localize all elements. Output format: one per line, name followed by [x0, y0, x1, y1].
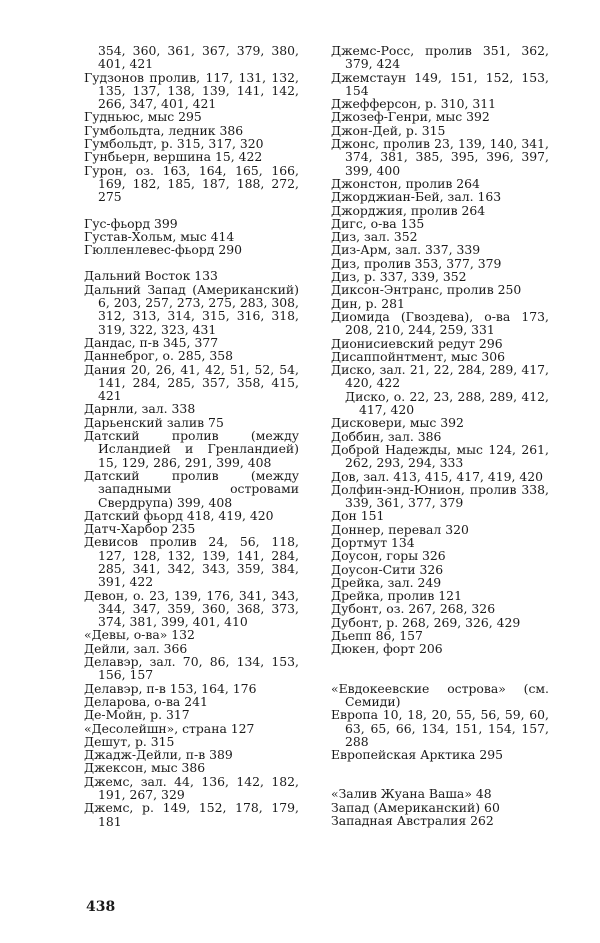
- index-column-left: [84, 44, 299, 828]
- index-entry: Дон 151: [331, 508, 385, 524]
- index-entry: Джефферсон, р. 310, 311: [331, 96, 496, 112]
- index-entry: Джемс, р. 149, 152, 178, 179, 181: [84, 800, 299, 829]
- index-entry: «Девы, о-ва» 132: [84, 627, 195, 643]
- index-entry: Доусон, горы 326: [331, 548, 446, 564]
- section-gap: [331, 656, 549, 669]
- index-entry: Гудзонов пролив, 117, 131, 132, 135, 137, 138, 139, 141, 142, 266, 347, 401, 421: [84, 69, 299, 112]
- index-entry: Датский фьорд 418, 419, 420: [84, 507, 274, 523]
- index-entry: Датский пролив (между западными островами Свердрупа) 399, 408: [84, 467, 299, 510]
- index-entry: Гюлленлевес-фьорд 290: [84, 242, 243, 258]
- index-entry: Дрейка, зал. 249: [331, 574, 442, 590]
- section-gap: [331, 669, 549, 682]
- index-entry: Диз-Арм, зал. 337, 339: [331, 242, 481, 258]
- index-entry: Дрейка, пролив 121: [331, 588, 462, 604]
- index-entry: Долфин-энд-Юнион, пролив 338, 339, 361, 377, 379: [331, 481, 549, 511]
- index-entry: Гурон, оз. 163, 164, 165, 166, 169, 182, 185, 187, 188, 272, 275: [84, 162, 299, 205]
- index-entry: Даннеброг, о. 285, 358: [84, 348, 234, 364]
- index-entry: Джон-Дей, р. 315: [331, 122, 446, 138]
- index-entry: Джонстон, пролив 264: [331, 175, 480, 191]
- index-entry: «Залив Жуана Ваша» 48: [331, 786, 492, 802]
- index-entry: Датский пролив (между Исландией и Гренландией) 15, 129, 286, 291, 399, 408: [84, 428, 299, 470]
- index-entry: Густав-Хольм, мыс 414: [84, 228, 235, 244]
- index-entry: Доусон-Сити 326: [331, 561, 444, 577]
- index-entry: Дандас, п-в 345, 377: [84, 334, 219, 350]
- index-entry: Джемс, зал. 44, 136, 142, 182, 191, 267, 329: [84, 773, 299, 803]
- index-entry: Дьепп 86, 157: [331, 628, 423, 644]
- index-entry: Дальний Восток 133: [84, 268, 218, 284]
- index-entry: Дисковери, мыс 392: [331, 415, 464, 431]
- section-gap: [331, 761, 549, 774]
- index-column-right: [331, 44, 549, 827]
- index-entry: Гунбьерн, вершина 15, 422: [84, 149, 263, 165]
- index-entry: Диско, зал. 21, 22, 284, 289, 417, 420, 422: [331, 362, 549, 391]
- index-entry: Дубонт, оз. 267, 268, 326: [331, 601, 496, 617]
- index-entry: Датч-Харбор 235: [84, 521, 196, 537]
- index-entry: Европа 10, 18, 20, 55, 56, 59, 60, 63, 65, 66, 134, 151, 154, 157, 288: [331, 707, 549, 749]
- index-entry: «Десолейшн», страна 127: [84, 720, 255, 736]
- index-entry: Дейли, зал. 366: [84, 640, 188, 656]
- index-entry: Дарьенский залив 75: [84, 414, 224, 430]
- index-entry: Западная Австралия 262: [331, 813, 494, 829]
- index-entry: Джексон, мыс 386: [84, 760, 206, 776]
- index-entry: Дубонт, р. 268, 269, 326, 429: [331, 614, 521, 630]
- index-entry: Делавэр, п-в 153, 164, 176: [84, 680, 257, 696]
- index-entry: Диско, о. 22, 23, 288, 289, 412, 417, 420: [345, 388, 549, 418]
- index-entry: 354, 360, 361, 367, 379, 380, 401, 421: [98, 43, 299, 72]
- index-entry: Джадж-Дейли, п-в 389: [84, 747, 233, 763]
- index-entry: Джозеф-Генри, мыс 392: [331, 109, 490, 125]
- index-entry: Диз, зал. 352: [331, 229, 418, 245]
- index-entry: Деларова, о-ва 241: [84, 693, 208, 709]
- index-entry: Диз, р. 337, 339, 352: [331, 269, 467, 285]
- index-entry: Дин, р. 281: [331, 295, 405, 311]
- index-entry: Доброй Надежды, мыс 124, 261, 262, 293, 294, 333: [331, 441, 549, 471]
- index-entry: Европейская Арктика 295: [331, 747, 503, 763]
- index-entry: Девисов пролив 24, 56, 118, 127, 128, 132, 139, 141, 284, 285, 341, 342, 343, 359, 384, 391, 422: [84, 534, 299, 590]
- index-entry: Гус-фьорд 399: [84, 215, 178, 231]
- index-entry: Запад (Американский) 60: [331, 799, 500, 815]
- index-entry: Доббин, зал. 386: [331, 428, 442, 444]
- index-entry: Гудньюс, мыс 295: [84, 109, 202, 125]
- index-entry: Доннер, перевал 320: [331, 521, 469, 537]
- index-entry: «Евдокеевские острова» (см. Семиди): [331, 680, 549, 709]
- index-entry: Гумбольдта, ледник 386: [84, 122, 244, 138]
- index-entry: Дания 20, 26, 41, 42, 51, 52, 54, 141, 284, 285, 357, 358, 415, 421: [84, 361, 299, 404]
- index-entry: Джорджия, пролив 264: [331, 202, 486, 218]
- index-entry: Джорджиан-Бей, зал. 163: [331, 189, 502, 205]
- index-entry: Дортмут 134: [331, 534, 415, 550]
- index-entry: Девон, о. 23, 139, 176, 341, 343, 344, 347, 359, 360, 368, 373, 374, 381, 399, 401, 410: [84, 587, 299, 630]
- index-entry: Джемстаун 149, 151, 152, 153, 154: [331, 69, 549, 98]
- index-entry: Делавэр, зал. 70, 86, 134, 153, 156, 157: [84, 654, 299, 683]
- index-entry: Диз, пролив 353, 377, 379: [331, 255, 502, 271]
- index-entry: Дионисиевский редут 296: [331, 335, 503, 351]
- index-entry: Дигс, о-ва 135: [331, 215, 425, 231]
- page-number: 438: [86, 899, 116, 915]
- index-entry: Диомида (Гвоздева), о-ва 173, 208, 210, 244, 259, 331: [331, 308, 549, 338]
- index-entry: Дешут, р. 315: [84, 733, 175, 749]
- index-entry: Де-Мойн, р. 317: [84, 707, 190, 723]
- index-entry: Дов, зал. 413, 415, 417, 419, 420: [331, 468, 544, 484]
- index-entry: Гумбольдт, р. 315, 317, 320: [84, 136, 264, 152]
- index-entry: Джемс-Росс, пролив 351, 362, 379, 424: [331, 43, 549, 72]
- index-entry: Джонс, пролив 23, 139, 140, 341, 374, 381, 385, 395, 396, 397, 399, 400: [331, 136, 549, 178]
- section-gap: [84, 204, 299, 217]
- index-entry: Дюкен, форт 206: [331, 641, 443, 657]
- index-entry: Дарнли, зал. 338: [84, 401, 196, 417]
- index-entry: Дальний Запад (Американский) 6, 203, 257, 273, 275, 283, 308, 312, 313, 314, 315, 316, 318, 319, 322, 323, 431: [84, 281, 299, 337]
- index-entry: Дисаппойнтмент, мыс 306: [331, 348, 505, 364]
- index-entry: Диксон-Энтранс, пролив 250: [331, 282, 522, 298]
